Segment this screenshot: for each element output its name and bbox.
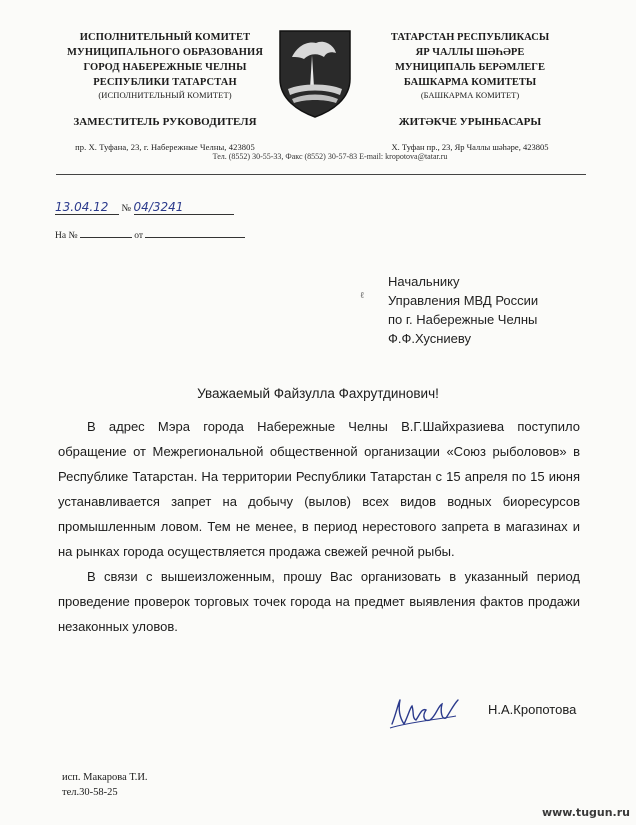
outgoing-date: 13.04.12	[55, 200, 109, 214]
executor-name: исп. Макарова Т.И.	[62, 772, 148, 783]
handwritten-signature	[386, 694, 462, 734]
letterhead-left-sub: (ИСПОЛНИТЕЛЬНЫЙ КОМИТЕТ)	[98, 90, 232, 100]
registration-reference	[55, 228, 245, 241]
outgoing-number: 04/3241	[133, 200, 184, 214]
reference-date-line	[145, 228, 245, 238]
reference-num-label: На №	[55, 231, 78, 241]
letterhead-right-address: Х. Туфан пр., 23, Яр Чаллы шәһәре, 423805	[391, 142, 549, 152]
letterhead-contacts: Тел. (8552) 30-55-33, Факс (8552) 30-57-83 E-mail: kropotova@tatar.ru	[212, 152, 448, 161]
letterhead-right-line: МУНИЦИПАЛЬ БЕРӘМЛЕГЕ	[395, 62, 545, 73]
letterhead-right-sub: (БАШКАРМА КОМИТЕТ)	[420, 90, 520, 100]
letterhead-right	[365, 30, 575, 155]
site-watermark: www.tugun.ru	[541, 806, 630, 819]
addressee-block	[388, 272, 538, 348]
addressee-mark: ℓ	[360, 290, 365, 300]
letterhead-left-line: ГОРОД НАБЕРЕЖНЫЕ ЧЕЛНЫ	[83, 62, 247, 73]
executor-phone: тел.30-58-25	[62, 787, 118, 798]
letterhead-left-line: ИСПОЛНИТЕЛЬНЫЙ КОМИТЕТ	[79, 32, 251, 43]
outgoing-num-label: №	[121, 203, 132, 214]
letterhead-divider	[56, 174, 586, 175]
letterhead-right-position: ЖИТӘКЧЕ УРЫНБАСАРЫ	[398, 116, 542, 128]
letter-body	[58, 414, 580, 639]
letterhead-left-line: РЕСПУБЛИКИ ТАТАРСТАН	[93, 77, 237, 88]
city-emblem-icon	[274, 27, 356, 119]
body-paragraph: В адрес Мэра города Набережные Челны В.Г.Шайхразиева поступило обращение от Межрегиональной общественной организации «Союз рыболовов» в Республике Татарстан. На территории Республики Татарстан с 15 апреля по 15 июня устанавливается запрет на добычу (вылов) всех видов водных биоресурсов промышленным ловом. Тем не менее, в период нерестового запрета в магазинах и на рынках города осуществляется продажа свежей речной рыбы.	[58, 419, 580, 559]
addressee-line: Начальнику	[388, 274, 460, 289]
addressee-line: Ф.Ф.Хусниеву	[388, 331, 472, 346]
executor-info	[62, 770, 148, 800]
letterhead-right-line: ЯР ЧАЛЛЫ ШӘҺӘРЕ	[415, 47, 525, 58]
salutation: Уважаемый Файзулла Фахрутдинович!	[197, 386, 439, 401]
letterhead-left	[60, 30, 270, 155]
signer-name: Н.А.Кропотова	[488, 702, 577, 717]
letterhead-right-line: ТАТАРСТАН РЕСПУБЛИКАСЫ	[390, 32, 550, 43]
letterhead-left-position: ЗАМЕСТИТЕЛЬ РУКОВОДИТЕЛЯ	[73, 116, 257, 128]
letterhead-left-address: пр. Х. Туфана, 23, г. Набережные Челны, 423805	[75, 142, 255, 152]
letterhead-right-line: БАШКАРМА КОМИТЕТЫ	[403, 77, 537, 88]
reference-from-label: от	[134, 231, 144, 241]
addressee-line: Управления МВД России	[388, 293, 539, 308]
reference-num-line	[80, 228, 132, 238]
addressee-line: по г. Набережные Челны	[388, 312, 538, 327]
letterhead-left-line: МУНИЦИПАЛЬНОГО ОБРАЗОВАНИЯ	[67, 47, 263, 58]
body-paragraph: В связи с вышеизложенным, прошу Вас организовать в указанный период проведение проверок торговых точек города на предмет выявления фактов продажи незаконных уловов.	[58, 569, 580, 634]
registration-outgoing	[55, 200, 234, 215]
